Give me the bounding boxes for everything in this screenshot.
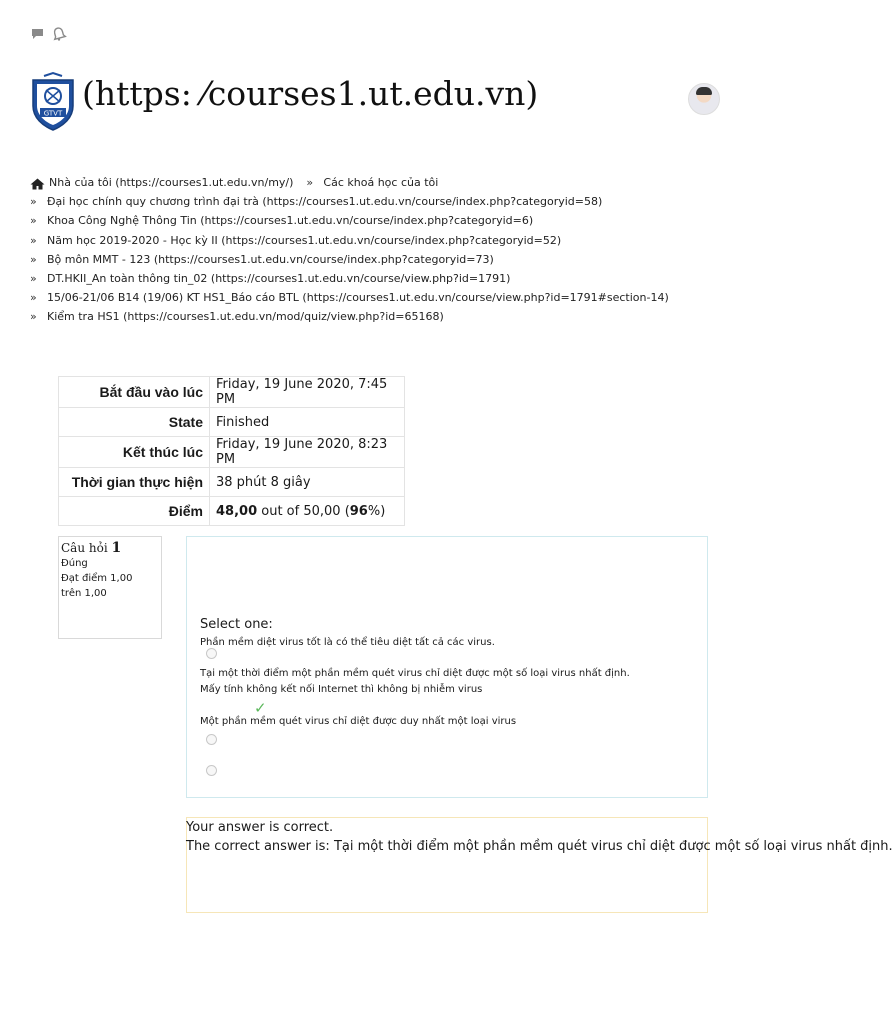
question-number-value: 1 [111,540,122,556]
grade-score: 48,00 [216,503,258,519]
answer-option-2[interactable]: Tại một thời điểm một phần mềm quét virus chỉ diệt được một số loại virus nhất định. [200,668,630,679]
grade-out-of: out of 50,00 ( [257,503,350,519]
summary-row-started [59,377,405,408]
state-value: Finished [210,408,405,437]
answer-option-1[interactable]: Phần mềm diệt virus tốt là có thể tiêu diệt tất cả các virus. [200,637,495,648]
message-icon[interactable] [30,27,44,41]
home-icon [30,177,45,189]
breadcrumb-item[interactable]: Khoa Công Nghệ Thông Tin (https://courses1.ut.edu.vn/course/index.php?categoryid=6) [47,214,534,228]
grade-value [210,497,405,526]
question-mark-line2: trên 1,00 [61,588,107,599]
answer-radio-2[interactable] [206,734,217,745]
grade-close: %) [367,503,386,519]
site-title[interactable]: (https: ⁄courses1.ut.edu.vn) [82,74,539,113]
answer-radio-3[interactable] [206,765,217,776]
chevron-double-right-icon: » [306,176,314,189]
chevron-double-right-icon: » [30,195,37,209]
correct-check-icon: ✓ [254,699,267,717]
grade-label: Điểm [59,497,210,526]
answer-option-3[interactable]: Mấy tính không kết nối Internet thì không bị nhiễm virus [200,684,483,695]
breadcrumb-item-home[interactable]: Nhà của tôi (https://courses1.ut.edu.vn/my/) [49,176,294,189]
breadcrumb-item[interactable]: Bộ môn MMT - 123 (https://courses1.ut.edu.vn/course/index.php?categoryid=73) [47,252,494,266]
bell-icon[interactable] [52,27,66,41]
question-info [58,536,162,639]
chevron-double-right-icon: » [30,291,37,305]
breadcrumb-row [30,269,669,288]
feedback-correct: Your answer is correct. [186,820,334,835]
chevron-double-right-icon: » [30,310,37,324]
chevron-double-right-icon: » [30,214,37,228]
breadcrumb-item[interactable]: Năm học 2019-2020 - Học kỳ II (https://courses1.ut.edu.vn/course/index.php?categoryid=52) [47,233,562,247]
logo-text: GTVT [43,109,63,118]
breadcrumb-item-quiz[interactable]: Kiểm tra HS1 (https://courses1.ut.edu.vn/mod/quiz/view.php?id=65168) [47,310,444,324]
breadcrumb-row [30,288,669,307]
started-value: Friday, 19 June 2020, 7:45 PM [210,377,405,408]
breadcrumb-row [30,211,669,230]
site-logo[interactable] [30,72,76,132]
completed-value: Friday, 19 June 2020, 8:23 PM [210,437,405,468]
breadcrumb-row [30,250,669,269]
question-content [186,536,708,798]
grade-percent: 96 [349,503,368,519]
breadcrumb-row [30,231,669,250]
breadcrumb-item[interactable]: DT.HKII_An toàn thông tin_02 (https://courses1.ut.edu.vn/course/view.php?id=1791) [47,272,511,286]
breadcrumb [30,173,669,327]
feedback-right-answer: The correct answer is: Tại một thời điểm một phần mềm quét virus chỉ diệt được một số loại virus nhất định. [186,839,893,854]
started-label: Bắt đầu vào lúc [59,377,210,408]
question-number-label: Câu hỏi [61,541,108,555]
breadcrumb-row [30,192,669,211]
question-status: Đúng [61,558,88,569]
state-label: State [59,408,210,437]
top-toolbar [30,27,66,41]
summary-row-time [59,468,405,497]
breadcrumb-item[interactable]: Đại học chính quy chương trình đại trà (https://courses1.ut.edu.vn/course/index.php?categoryid=58) [47,195,603,209]
breadcrumb-item[interactable]: 15/06-21/06 B14 (19/06) KT HS1_Báo cáo BTL (https://courses1.ut.edu.vn/course/view.php?id=1791#section-14) [47,291,669,305]
breadcrumb-item-my-courses[interactable]: Các khoá học của tôi [323,176,439,189]
question-number [61,541,161,556]
breadcrumb-row [30,307,669,326]
summary-row-state [59,408,405,437]
quiz-summary-table [58,376,405,526]
chevron-double-right-icon: » [30,272,37,286]
summary-row-completed [59,437,405,468]
time-value: 38 phút 8 giây [210,468,405,497]
breadcrumb-row-1 [30,173,669,192]
user-avatar[interactable] [688,83,720,115]
chevron-double-right-icon: » [30,252,37,266]
feedback-text [186,818,893,856]
answer-radio-1[interactable] [206,648,217,659]
answer-option-4[interactable]: Một phần mềm quét virus chỉ diệt được duy nhất một loại virus [200,716,517,727]
question-mark-line1: Đạt điểm 1,00 [61,573,133,584]
chevron-double-right-icon: » [30,233,37,247]
summary-row-grade [59,497,405,526]
select-one-label: Select one: [200,617,273,632]
time-label: Thời gian thực hiện [59,468,210,497]
completed-label: Kết thúc lúc [59,437,210,468]
